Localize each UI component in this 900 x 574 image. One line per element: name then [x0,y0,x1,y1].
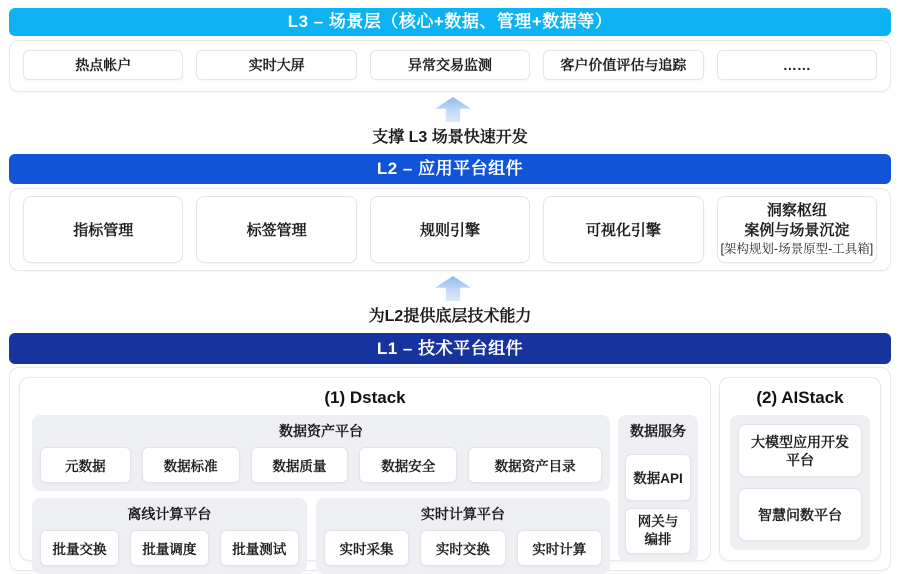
l1-header-bar: L1 – 技术平台组件 [9,333,891,364]
data-asset-platform-title: 数据资产平台 [279,423,363,439]
layer-l3 [9,8,891,92]
offline-chip: 批量交换 [40,530,119,566]
llm-app-line: 大模型应用开发 [751,433,849,450]
data-asset-chip: 数据质量 [251,447,349,483]
data-asset-platform-group [32,415,610,491]
offline-compute-group [32,498,307,574]
data-asset-chip: 元数据 [40,447,131,483]
insight-line: 案例与场景沉淀 [744,222,850,239]
l2-component-box: 规则引擎 [370,196,530,263]
l3-scenario-box-more: …… [717,50,877,80]
l1-to-l2-connector [9,271,891,333]
connector-label: 支撑 L3 场景快速开发 [372,129,528,146]
realtime-chip-row [324,530,602,566]
smart-qa-platform-chip: 智慧问数平台 [738,488,862,541]
l2-component-box: 可视化引擎 [543,196,703,263]
dstack-panel [19,377,711,561]
gateway-line: 编排 [644,531,672,547]
gateway-orchestration-chip [625,508,691,555]
compute-platforms-row [32,498,610,574]
offline-chip-row [40,530,299,566]
llm-app-line: 平台 [786,451,814,468]
data-asset-chip: 数据安全 [359,447,457,483]
l2-to-l3-connector [9,92,891,154]
l2-component-row [9,188,891,271]
aistack-panel [719,377,881,561]
offline-compute-title: 离线计算平台 [127,506,212,522]
l2-component-box: 指标管理 [23,196,183,263]
layer-l1 [9,333,891,571]
gateway-line: 网关与 [637,513,679,529]
aistack-title: (2) AIStack [756,388,844,407]
llm-app-platform-chip [738,424,862,477]
l3-scenario-row [9,40,891,92]
layer-l2 [9,154,891,271]
data-asset-chip: 数据标准 [142,447,240,483]
realtime-chip: 实时计算 [517,530,602,566]
data-api-chip: 数据API [625,454,691,501]
l1-body [9,367,891,571]
connector-label: 为L2提供底层技术能力 [368,308,532,325]
l3-scenario-box: 热点帐户 [23,50,183,80]
up-arrow-icon [435,97,471,122]
data-asset-chip-row [40,447,602,483]
l3-scenario-box: 客户价值评估与追踪 [543,50,703,80]
l2-header-bar: L2 – 应用平台组件 [9,154,891,184]
realtime-compute-group [316,498,610,574]
insight-subline: [架构规划-场景原型-工具箱] [720,242,874,256]
realtime-compute-title: 实时计算平台 [420,506,505,522]
l3-scenario-box: 异常交易监测 [370,50,530,80]
insight-line: 洞察枢纽 [766,202,827,219]
l3-header-bar: L3 – 场景层（核心+数据、管理+数据等） [9,8,891,36]
dstack-grid [32,415,698,574]
realtime-chip: 实时交换 [420,530,505,566]
offline-chip: 批量调度 [130,530,209,566]
l2-insight-box [717,196,877,263]
data-service-title: 数据服务 [630,423,686,439]
dstack-left-column [32,415,610,574]
realtime-chip: 实时采集 [324,530,409,566]
up-arrow-icon [435,276,471,301]
data-service-group [618,415,698,562]
l2-component-box: 标签管理 [196,196,356,263]
l3-scenario-box: 实时大屏 [196,50,356,80]
dstack-title: (1) Dstack [324,388,406,407]
aistack-group [730,415,870,550]
data-asset-chip: 数据资产目录 [468,447,602,483]
offline-chip: 批量测试 [220,530,299,566]
